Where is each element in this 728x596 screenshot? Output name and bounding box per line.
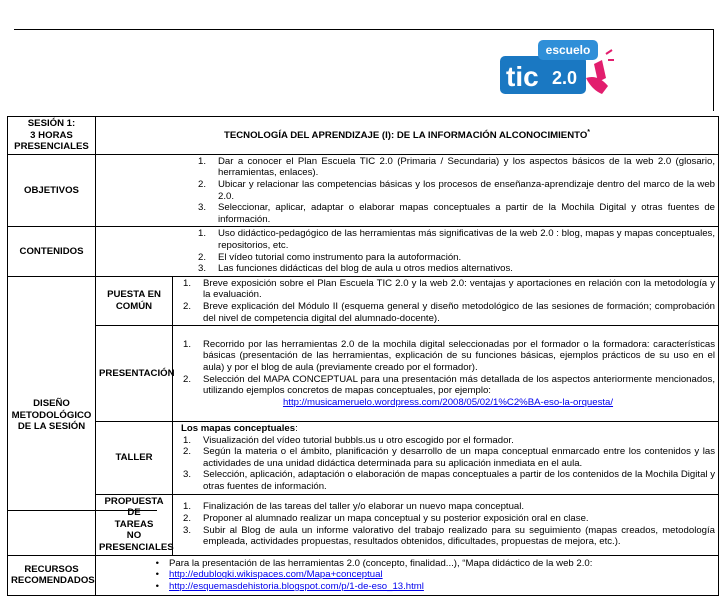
taller-heading: Los mapas conceptuales: bbox=[181, 423, 298, 435]
contenidos-label: CONTENIDOS bbox=[8, 227, 96, 276]
objetivos-label: OBJETIVOS bbox=[8, 154, 96, 227]
list-item: 1. Uso didáctico-pedagógico de las herramientas más significativas de la web 2.0 : blog, mapas y mapas conceptuales, repositorios, etc. bbox=[197, 228, 715, 251]
contenidos-content bbox=[96, 227, 719, 276]
taller-label: TALLER bbox=[96, 422, 173, 495]
puesta-content bbox=[173, 276, 719, 325]
taller-row bbox=[8, 422, 719, 495]
puesta-list bbox=[181, 278, 715, 324]
list-item: 3. Subir al Blog de aula un informe valorativo del trabajo realizado para su seguimiento (mapas creados, metodología empleada, actividades propuestas, resultados obtenidos, dificultades, propuestas de mejora, etc.). bbox=[182, 524, 715, 548]
list-item: 2. Según la materia o el ámbito, planificación y desarrollo de un mapa conceptual enmarcado entre los contenidos y las actividades de una unidad didáctica determinada para su aplicación inmediata en el aula. bbox=[182, 446, 715, 469]
list-item: 3. Seleccionar, aplicar, adaptar o elaborar mapas conceptuales a partir de la Mochila Digital y otras fuentes de información. bbox=[197, 202, 715, 225]
edublogki-link[interactable]: http://edublogki.wikispaces.com/Mapa+conceptual bbox=[169, 569, 383, 581]
propuesta-label: PROPUESTA DE TAREAS NO PRESENCIALES bbox=[96, 494, 173, 555]
session-label: SESIÓN 1: 3 HORAS PRESENCIALES bbox=[8, 117, 96, 155]
puesta-row bbox=[8, 276, 719, 325]
list-item: • http://esquemasdehistoria.blogspot.com/p/1-de-eso_13.html bbox=[155, 580, 424, 592]
presentacion-content bbox=[173, 326, 719, 422]
taller-list bbox=[181, 435, 715, 493]
list-item: 1. Breve exposición sobre el Plan Escuela TIC 2.0 y la web 2.0: ventajas y aportaciones en relación con la metodología y la evaluación. bbox=[182, 277, 715, 301]
recursos-row bbox=[8, 555, 719, 595]
propuesta-list bbox=[181, 501, 715, 547]
logo-version-text: 2.0 bbox=[552, 68, 578, 88]
session-title-text: TECNOLOGÍA DEL APRENDIZAJE (I): DE LA INFORMACIÓN ALCONOCIMIENTO bbox=[223, 129, 588, 141]
recursos-list bbox=[99, 558, 715, 593]
list-item: 2. Ubicar y relacionar las competencias básicas y los procesos de enseñanza-aprendizaje dentro del marco de la web 2.0. bbox=[197, 178, 715, 202]
recursos-content bbox=[96, 555, 719, 595]
list-item: 1. Finalización de las tareas del taller y/o elaborar un nuevo mapa conceptual. bbox=[182, 501, 525, 513]
logo-main-text: tic bbox=[506, 61, 539, 92]
objetivos-content bbox=[96, 154, 719, 227]
diseno-label: DISEÑO METODOLÓGICO DE LA SESIÓN bbox=[8, 276, 96, 555]
contenidos-row bbox=[8, 227, 719, 276]
propuesta-content bbox=[173, 494, 719, 555]
session-title bbox=[96, 117, 719, 155]
list-item: 2. Breve explicación del Módulo II (esquema general y diseño metodológico de las sesiones de formación; comprobación del nivel de competencia digital del alumnado-docente). bbox=[182, 300, 715, 324]
list-item: 2. El vídeo tutorial como instrumento para la autoformación. bbox=[197, 251, 462, 263]
objetivos-row bbox=[8, 154, 719, 227]
presentacion-list bbox=[181, 339, 715, 397]
list-item: • http://edublogki.wikispaces.com/Mapa+conceptual bbox=[155, 569, 383, 581]
footnote-separator bbox=[7, 510, 157, 511]
escuela-tic-logo bbox=[498, 38, 616, 98]
list-item: 2. Proponer al alumnado realizar un mapa conceptual y su posterior exposición oral en clase. bbox=[182, 513, 589, 525]
title-footnote-mark: * bbox=[587, 128, 591, 136]
objetivos-list bbox=[196, 156, 715, 226]
list-item: 1. Recorrido por las herramientas 2.0 de la mochila digital seleccionadas por el formador o la formadora: características básicas (presentación de las herramientas, explicación de su funciones básicas, ejemplos prácticos de su uso en el aula) y por el blog de aula (previamente creado por el formador). bbox=[182, 338, 715, 373]
list-item: 3. Selección, aplicación, adaptación o elaboración de mapas conceptuales a partir de los contenidos de la Mochila Digital y otras fuentes de información. bbox=[182, 469, 715, 493]
esquemas-link[interactable]: http://esquemasdehistoria.blogspot.com/p/1-de-eso_13.html bbox=[169, 580, 424, 592]
puesta-label: PUESTA EN COMÚN bbox=[96, 276, 173, 325]
logo-top-text: escuelo bbox=[545, 43, 591, 57]
session-plan-table bbox=[7, 116, 719, 596]
contenidos-list bbox=[196, 228, 715, 274]
recursos-label: RECURSOS RECOMENDADOS bbox=[8, 555, 96, 595]
propuesta-row bbox=[8, 494, 719, 555]
list-item: 1. Dar a conocer el Plan Escuela TIC 2.0 (Primaria / Secundaria) y los aspectos básicos de la web 2.0 (glosario, herramientas, enlaces). bbox=[197, 155, 715, 179]
list-item: 1. Visualización del vídeo tutorial bubbls.us u otro escogido por el formador. bbox=[182, 434, 514, 446]
list-item: 3. Las funciones didácticas del blog de aula u otros medios alternativos. bbox=[197, 263, 513, 275]
presentacion-label: PRESENTACIÓN bbox=[96, 326, 173, 422]
list-item: 2. Selección del MAPA CONCEPTUAL para una presentación más detallada de los aspectos anteriormente mencionados, utilizando ejemplos concretos de mapas conceptuales, por ejemplo: bbox=[182, 373, 715, 397]
presentacion-row bbox=[8, 326, 719, 422]
session-row bbox=[8, 117, 719, 155]
orquesta-link[interactable]: http://musicameruelo.wordpress.com/2008/05/02/1%C2%BA-eso-la-orquesta/ bbox=[282, 396, 614, 408]
taller-content bbox=[173, 422, 719, 495]
list-item: • Para la presentación de las herramientas 2.0 (concepto, finalidad...), “Mapa didáctico de la web 2.0: bbox=[155, 557, 593, 569]
